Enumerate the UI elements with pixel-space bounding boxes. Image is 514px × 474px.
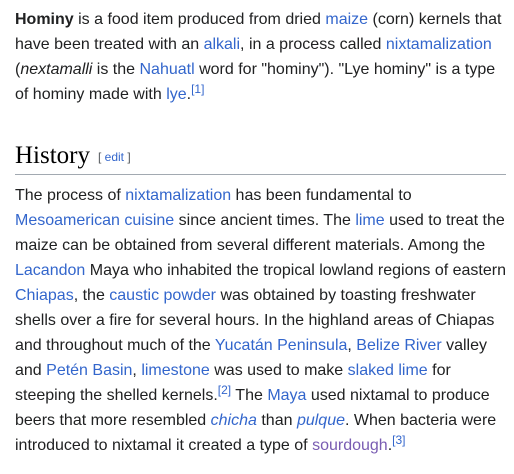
link-nahuatl[interactable]: Nahuatl — [139, 61, 195, 78]
edit-section — [98, 150, 131, 164]
link-pulque[interactable]: pulque — [296, 412, 345, 429]
text: used to treat the maize can be obtained from several different materials. Among the — [15, 212, 505, 254]
reference-link-1[interactable]: [1] — [191, 82, 205, 96]
text: has been fundamental to — [231, 187, 412, 204]
link-chiapas[interactable]: Chiapas — [15, 287, 74, 304]
text: , the — [73, 287, 110, 304]
link-maya[interactable]: Maya — [267, 387, 307, 404]
text: . — [186, 86, 192, 103]
link-nixtamalization[interactable]: nixtamalization — [385, 36, 492, 53]
link-caustic-powder[interactable]: caustic powder — [109, 287, 216, 304]
text: valley and — [15, 337, 488, 379]
text: , — [132, 362, 142, 379]
italic-nextamalli: nextamalli — [20, 61, 93, 78]
link-lacandon[interactable]: Lacandon — [15, 262, 86, 279]
text: word for "hominy"). "Lye hominy" is a type of hominy made with — [15, 61, 496, 103]
text: was obtained by toasting freshwater shells over a fire for several hours. In the highland areas of Chiapas and throughout much of the — [15, 287, 495, 354]
text: was used to make — [209, 362, 348, 379]
text: . When bacteria were introduced to nixtamal it created a type of — [15, 412, 497, 454]
text: than — [256, 412, 297, 429]
text: is the — [92, 61, 140, 78]
edit-bracket-open: [ — [98, 150, 105, 164]
text: The — [231, 387, 268, 404]
text: Maya who inhabited the tropical lowland regions of eastern — [85, 262, 506, 279]
reference-1 — [191, 82, 204, 96]
text: . — [387, 437, 393, 454]
link-lye[interactable]: lye — [166, 86, 187, 103]
text: The process of — [15, 187, 126, 204]
reference-link-3[interactable]: [3] — [392, 433, 406, 447]
link-mesoamerican-cuisine[interactable]: Mesoamerican cuisine — [15, 212, 175, 229]
link-nixtamalization[interactable]: nixtamalization — [125, 187, 232, 204]
reference-2 — [218, 383, 231, 397]
link-belize-river[interactable]: Belize River — [356, 337, 442, 354]
link-sourdough[interactable]: sourdough — [312, 437, 388, 454]
text: , — [347, 337, 357, 354]
reference-3 — [392, 433, 405, 447]
link-limestone[interactable]: limestone — [141, 362, 210, 379]
link-lime[interactable]: lime — [355, 212, 385, 229]
link-maize[interactable]: maize — [325, 11, 369, 28]
link-peten-basin[interactable]: Petén Basin — [46, 362, 133, 379]
text: ( — [15, 61, 21, 78]
link-chicha[interactable]: chicha — [210, 412, 257, 429]
heading-title: History — [15, 142, 90, 169]
edit-section-link[interactable]: edit — [104, 150, 125, 164]
link-yucatan-peninsula[interactable]: Yucatán Peninsula — [214, 337, 348, 354]
reference-link-2[interactable]: [2] — [217, 383, 232, 397]
link-alkali[interactable]: alkali — [203, 36, 241, 53]
edit-bracket-close: ] — [124, 150, 131, 164]
history-paragraph — [15, 183, 510, 458]
section-heading-history — [15, 138, 506, 175]
text: , in a process called — [240, 36, 386, 53]
text: used nixtamal to produce beers that more resembled — [15, 387, 490, 429]
intro-paragraph — [15, 7, 510, 107]
text: is a food item produced from dried — [73, 11, 326, 28]
bold-term-hominy: Hominy — [15, 11, 74, 28]
text: for steeping the shelled kernels. — [15, 362, 451, 404]
text: since ancient times. The — [174, 212, 356, 229]
text: (corn) kernels that have been treated with an — [15, 11, 502, 53]
link-slaked-lime[interactable]: slaked lime — [347, 362, 428, 379]
